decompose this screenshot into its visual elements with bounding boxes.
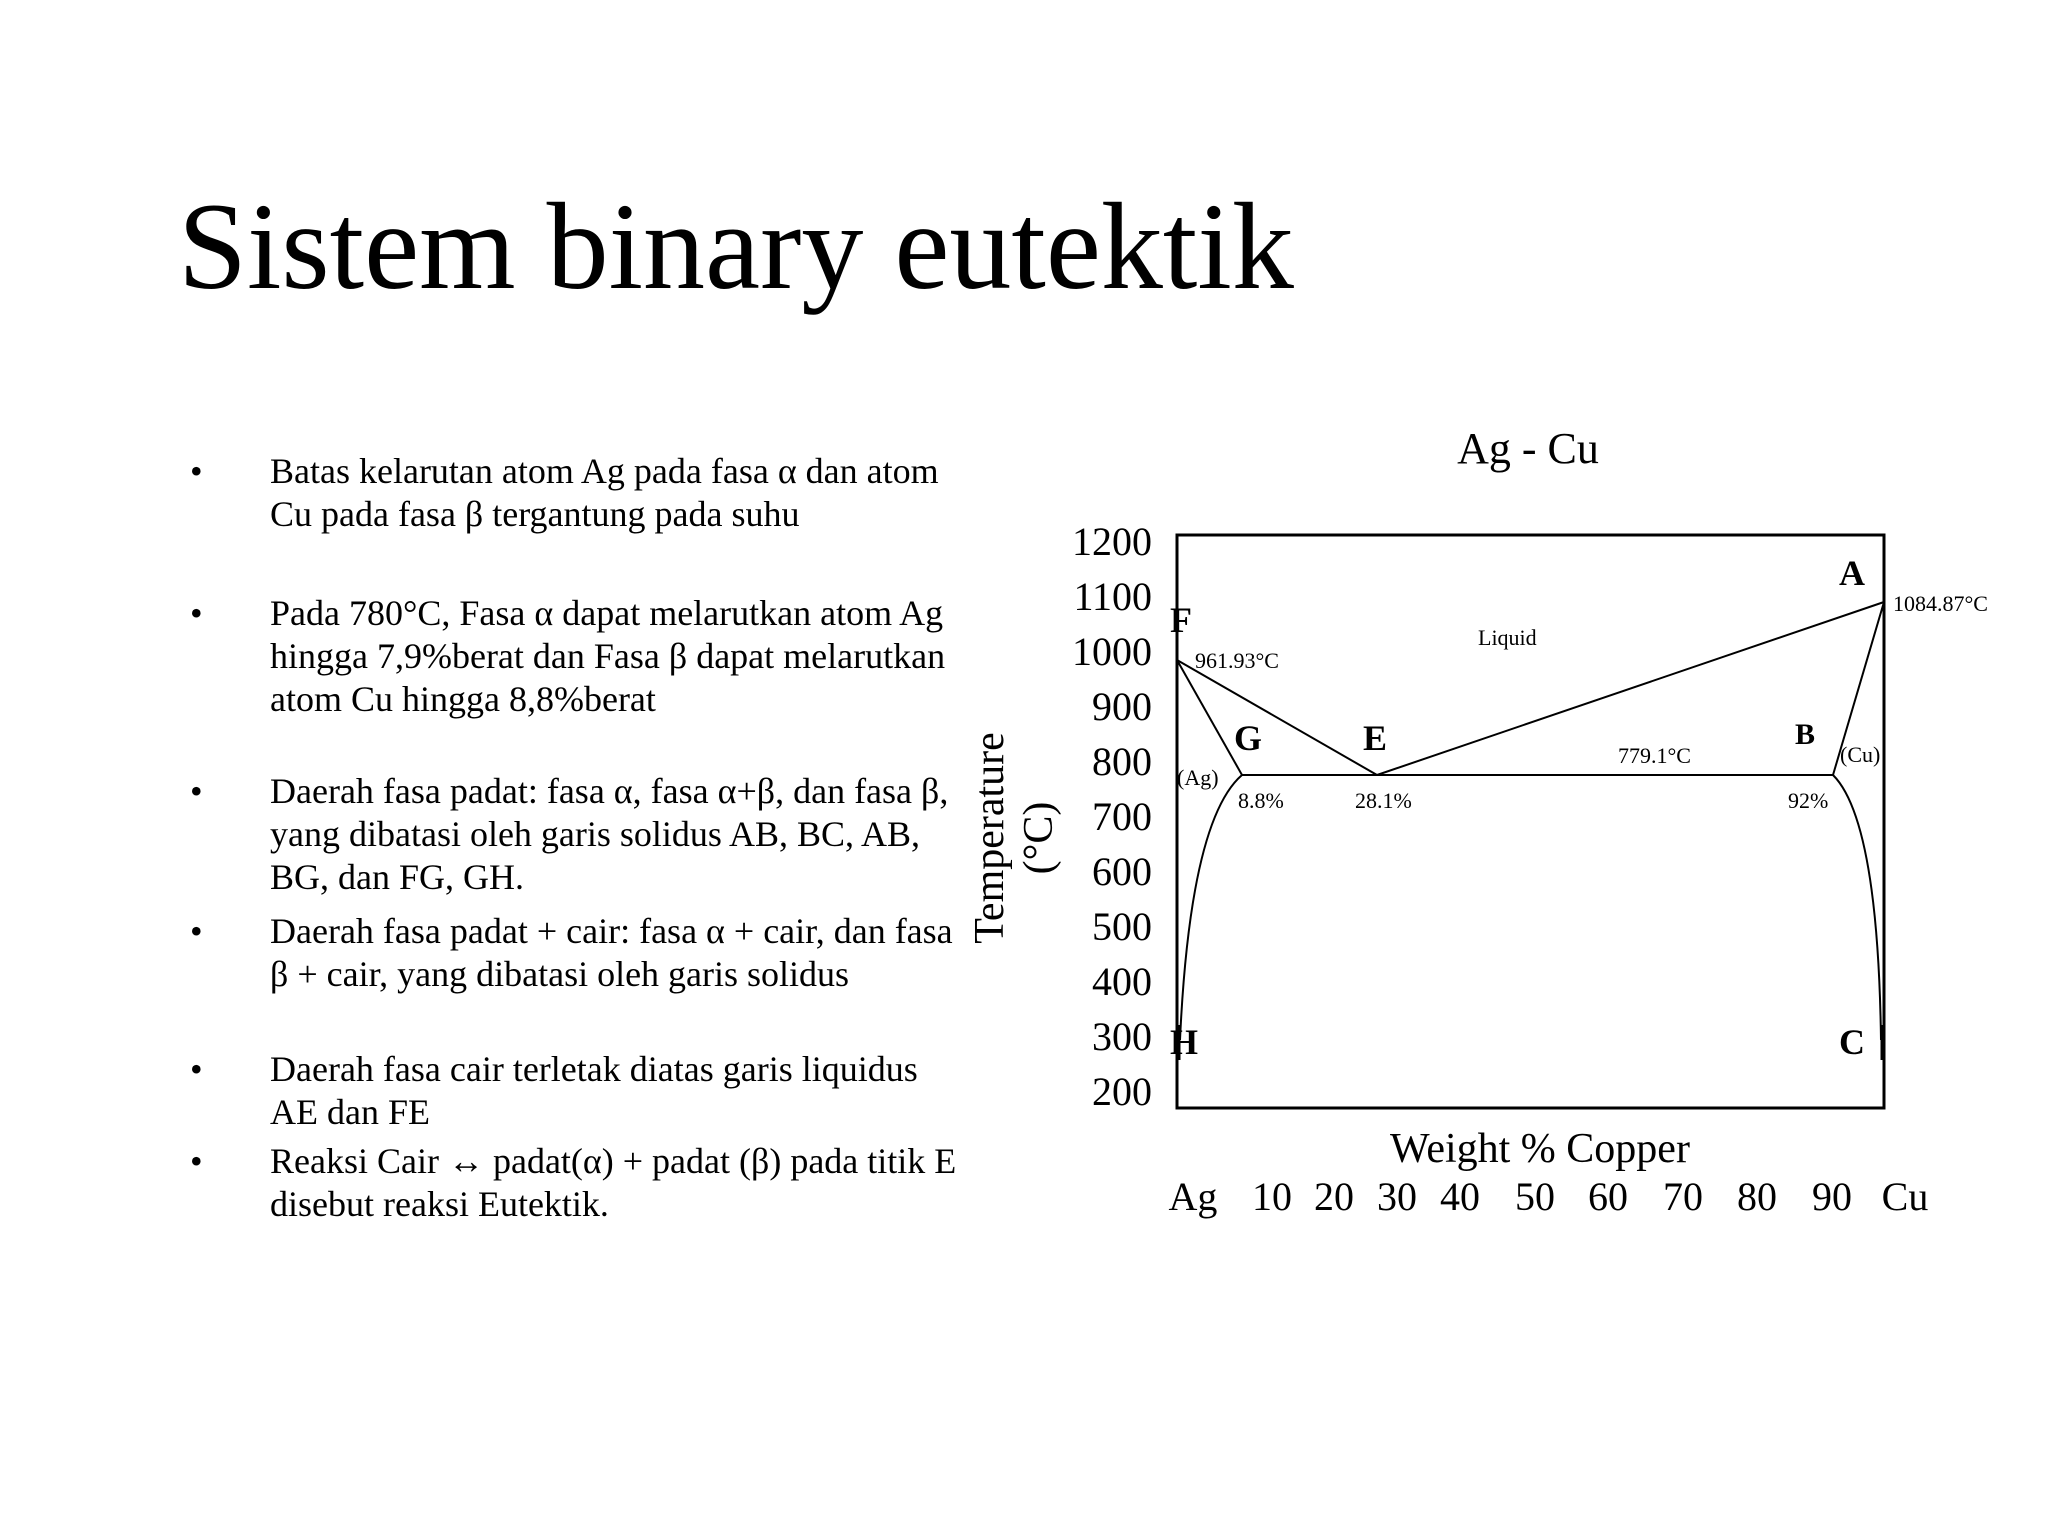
- annotation-eutectic-comp: 28.1%: [1355, 788, 1412, 813]
- y-tick-label: 1100: [1073, 574, 1152, 619]
- y-tick-labels: [1072, 519, 1152, 1114]
- y-axis-unit: (°C): [1016, 801, 1062, 875]
- y-tick-label: 700: [1092, 794, 1152, 839]
- bullet-text: Daerah fasa padat: fasa α, fasa α+β, dan fasa β, yang dibatasi oleh garis solidus AB, BC, AB, BG, dan FG, GH.: [270, 771, 949, 897]
- bullet-text: Pada 780°C, Fasa α dapat melarutkan atom Ag hingga 7,9%berat dan Fasa β dapat melarutkan atom Cu hingga 8,8%berat: [270, 593, 946, 719]
- y-tick-label: 800: [1092, 739, 1152, 784]
- bullet-text: Daerah fasa cair terletak diatas garis liquidus AE dan FE: [270, 1049, 918, 1132]
- y-tick-label: 900: [1092, 684, 1152, 729]
- y-tick-label: 400: [1092, 959, 1152, 1004]
- x-tick-labels: [1169, 1174, 1929, 1219]
- bullet-text: Daerah fasa padat + cair: fasa α + cair, dan fasa β + cair, yang dibatasi oleh garis solidus: [270, 911, 953, 994]
- phase-label-ag: (Ag): [1177, 765, 1219, 790]
- solvus-BC: [1833, 775, 1881, 1040]
- point-label-A: A: [1839, 553, 1865, 593]
- annotation-ag-melting: 961.93°C: [1195, 648, 1279, 673]
- point-label-F: F: [1170, 600, 1192, 640]
- y-tick-label: 300: [1092, 1014, 1152, 1059]
- x-tick-label: Ag: [1168, 1174, 1218, 1219]
- bullet-dot: •: [190, 593, 203, 633]
- y-tick-label: 500: [1092, 904, 1152, 949]
- phase-label-cu: (Cu): [1840, 742, 1881, 767]
- annotation-eutectic-temp: 779.1°C: [1618, 743, 1691, 768]
- x-tick-label: 50: [1515, 1174, 1555, 1219]
- x-tick-label: 90: [1812, 1174, 1852, 1219]
- solvus-GH: [1180, 775, 1242, 1040]
- bullet-dot: •: [190, 911, 203, 951]
- point-label-H: H: [1170, 1022, 1199, 1062]
- bullet-text: Batas kelarutan atom Ag pada fasa α dan atom Cu pada fasa β tergantung pada suhu: [270, 451, 939, 534]
- x-tick-label: 30: [1377, 1174, 1417, 1219]
- y-tick-label: 600: [1092, 849, 1152, 894]
- bullet-text: Reaksi Cair ↔ padat(α) + padat (β) pada titik E disebut reaksi Eutektik.: [270, 1141, 957, 1224]
- bullet-dot: •: [190, 771, 203, 811]
- bullet-dot: •: [190, 1049, 203, 1089]
- bullet-dot: •: [190, 1141, 203, 1181]
- point-label-C: C: [1839, 1022, 1865, 1062]
- annotation-cu-melting: 1084.87°C: [1893, 591, 1988, 616]
- y-tick-label: 1000: [1072, 629, 1152, 674]
- x-tick-label: 40: [1440, 1174, 1480, 1219]
- diagram-title: Ag - Cu: [1457, 424, 1599, 473]
- x-tick-label: 70: [1663, 1174, 1703, 1219]
- x-tick-label: 20: [1314, 1174, 1354, 1219]
- x-tick-label: 10: [1252, 1174, 1292, 1219]
- liquidus-FE: [1177, 660, 1377, 775]
- x-tick-label: Cu: [1881, 1174, 1929, 1219]
- slide-title: Sistem binary eutektik: [178, 178, 1294, 315]
- point-label-B: B: [1795, 718, 1816, 751]
- plot-frame: [1177, 535, 1884, 1108]
- y-axis-label: Temperature: [967, 732, 1013, 944]
- annotation-left-solubility: 8.8%: [1238, 788, 1284, 813]
- bullet-dot: •: [190, 451, 203, 491]
- region-label-liquid: Liquid: [1478, 625, 1537, 650]
- x-tick-label: 80: [1737, 1174, 1777, 1219]
- point-label-G: G: [1234, 718, 1263, 758]
- diagram-annotations: [1177, 591, 1988, 813]
- phase-lines: [1177, 602, 1884, 1060]
- x-axis-label: Weight % Copper: [1390, 1126, 1690, 1172]
- annotation-right-solubility: 92%: [1788, 788, 1829, 813]
- point-label-E: E: [1363, 718, 1388, 758]
- solidus-FG: [1177, 660, 1242, 775]
- y-tick-label: 200: [1092, 1069, 1152, 1114]
- x-tick-label: 60: [1588, 1174, 1628, 1219]
- y-tick-label: 1200: [1072, 519, 1152, 564]
